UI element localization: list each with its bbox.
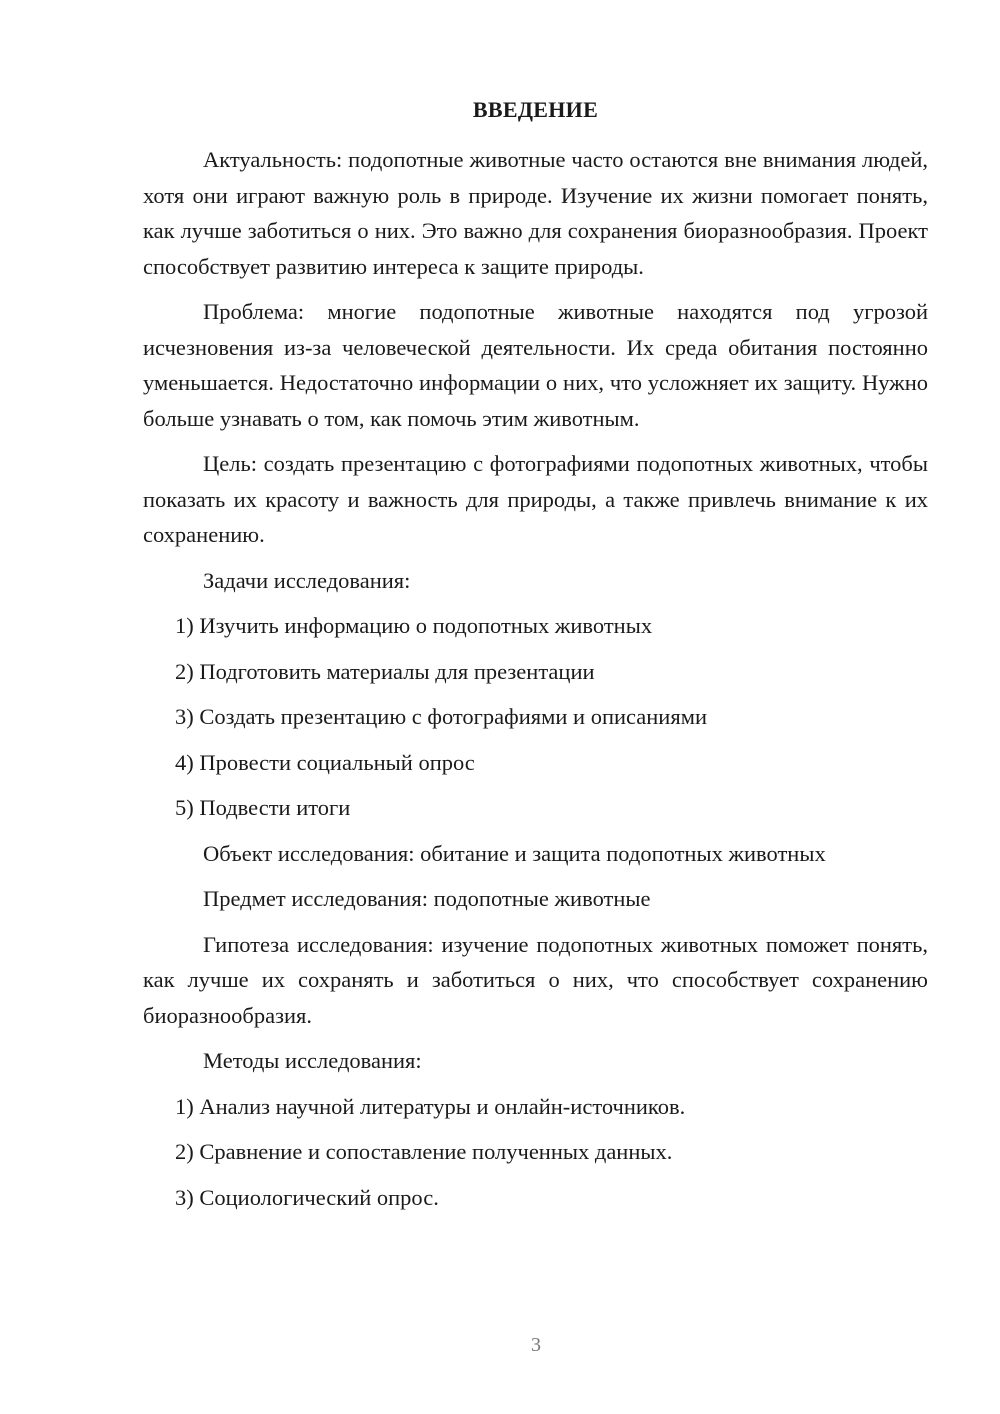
task-item-2: 2) Подготовить материалы для презентации bbox=[175, 658, 595, 684]
method-item-1: 1) Анализ научной литературы и онлайн-источников. bbox=[175, 1093, 686, 1119]
page-number: 3 bbox=[531, 1334, 541, 1356]
methods-title: Методы исследования: bbox=[203, 1048, 422, 1073]
task-item-3: 3) Создать презентацию с фотографиями и описаниями bbox=[175, 704, 707, 729]
problem-paragraph: Проблема: многие подопотные животные находятся под угрозой исчезновения из-за человеческой деятельности. Их среда обитания постоянно уменьшается. Недостаточно информации о них, что усложняет их защиту. Нужно больше узнавать о том, как помочь этим животным. bbox=[143, 299, 928, 431]
method-item-3: 3) Социологический опрос. bbox=[175, 1184, 439, 1210]
hypothesis-paragraph: Гипотеза исследования: изучение подопотных животных поможет понять, как лучше их сохранять и заботиться о них, что способствует сохранению биоразнообразия. bbox=[143, 931, 928, 1028]
research-subject: Предмет исследования: подопотные животные bbox=[203, 886, 651, 911]
goal-paragraph: Цель: создать презентацию с фотографиями подопотных животных, чтобы показать их красоту и важность для природы, а также привлечь внимание к их сохранению. bbox=[143, 451, 928, 547]
page-content bbox=[143, 96, 928, 1225]
research-object: Объект исследования: обитание и защита подопотных животных bbox=[203, 840, 826, 866]
task-item-4: 4) Провести социальный опрос bbox=[175, 749, 475, 775]
tasks-title: Задачи исследования: bbox=[203, 567, 411, 593]
task-item-5: 5) Подвести итоги bbox=[175, 795, 351, 820]
relevance-paragraph: Актуальность: подопотные животные часто остаются вне внимания людей, хотя они играют важную роль в природе. Изучение их жизни помогает понять, как лучше заботиться о них. Это важно для сохранения биоразнообразия. Проект способствует развитию интереса к защите природы. bbox=[143, 147, 928, 279]
section-heading: ВВЕДЕНИЕ bbox=[472, 97, 599, 122]
task-item-1: 1) Изучить информацию о подопотных животных bbox=[175, 613, 653, 638]
method-item-2: 2) Сравнение и сопоставление полученных данных. bbox=[175, 1139, 673, 1164]
